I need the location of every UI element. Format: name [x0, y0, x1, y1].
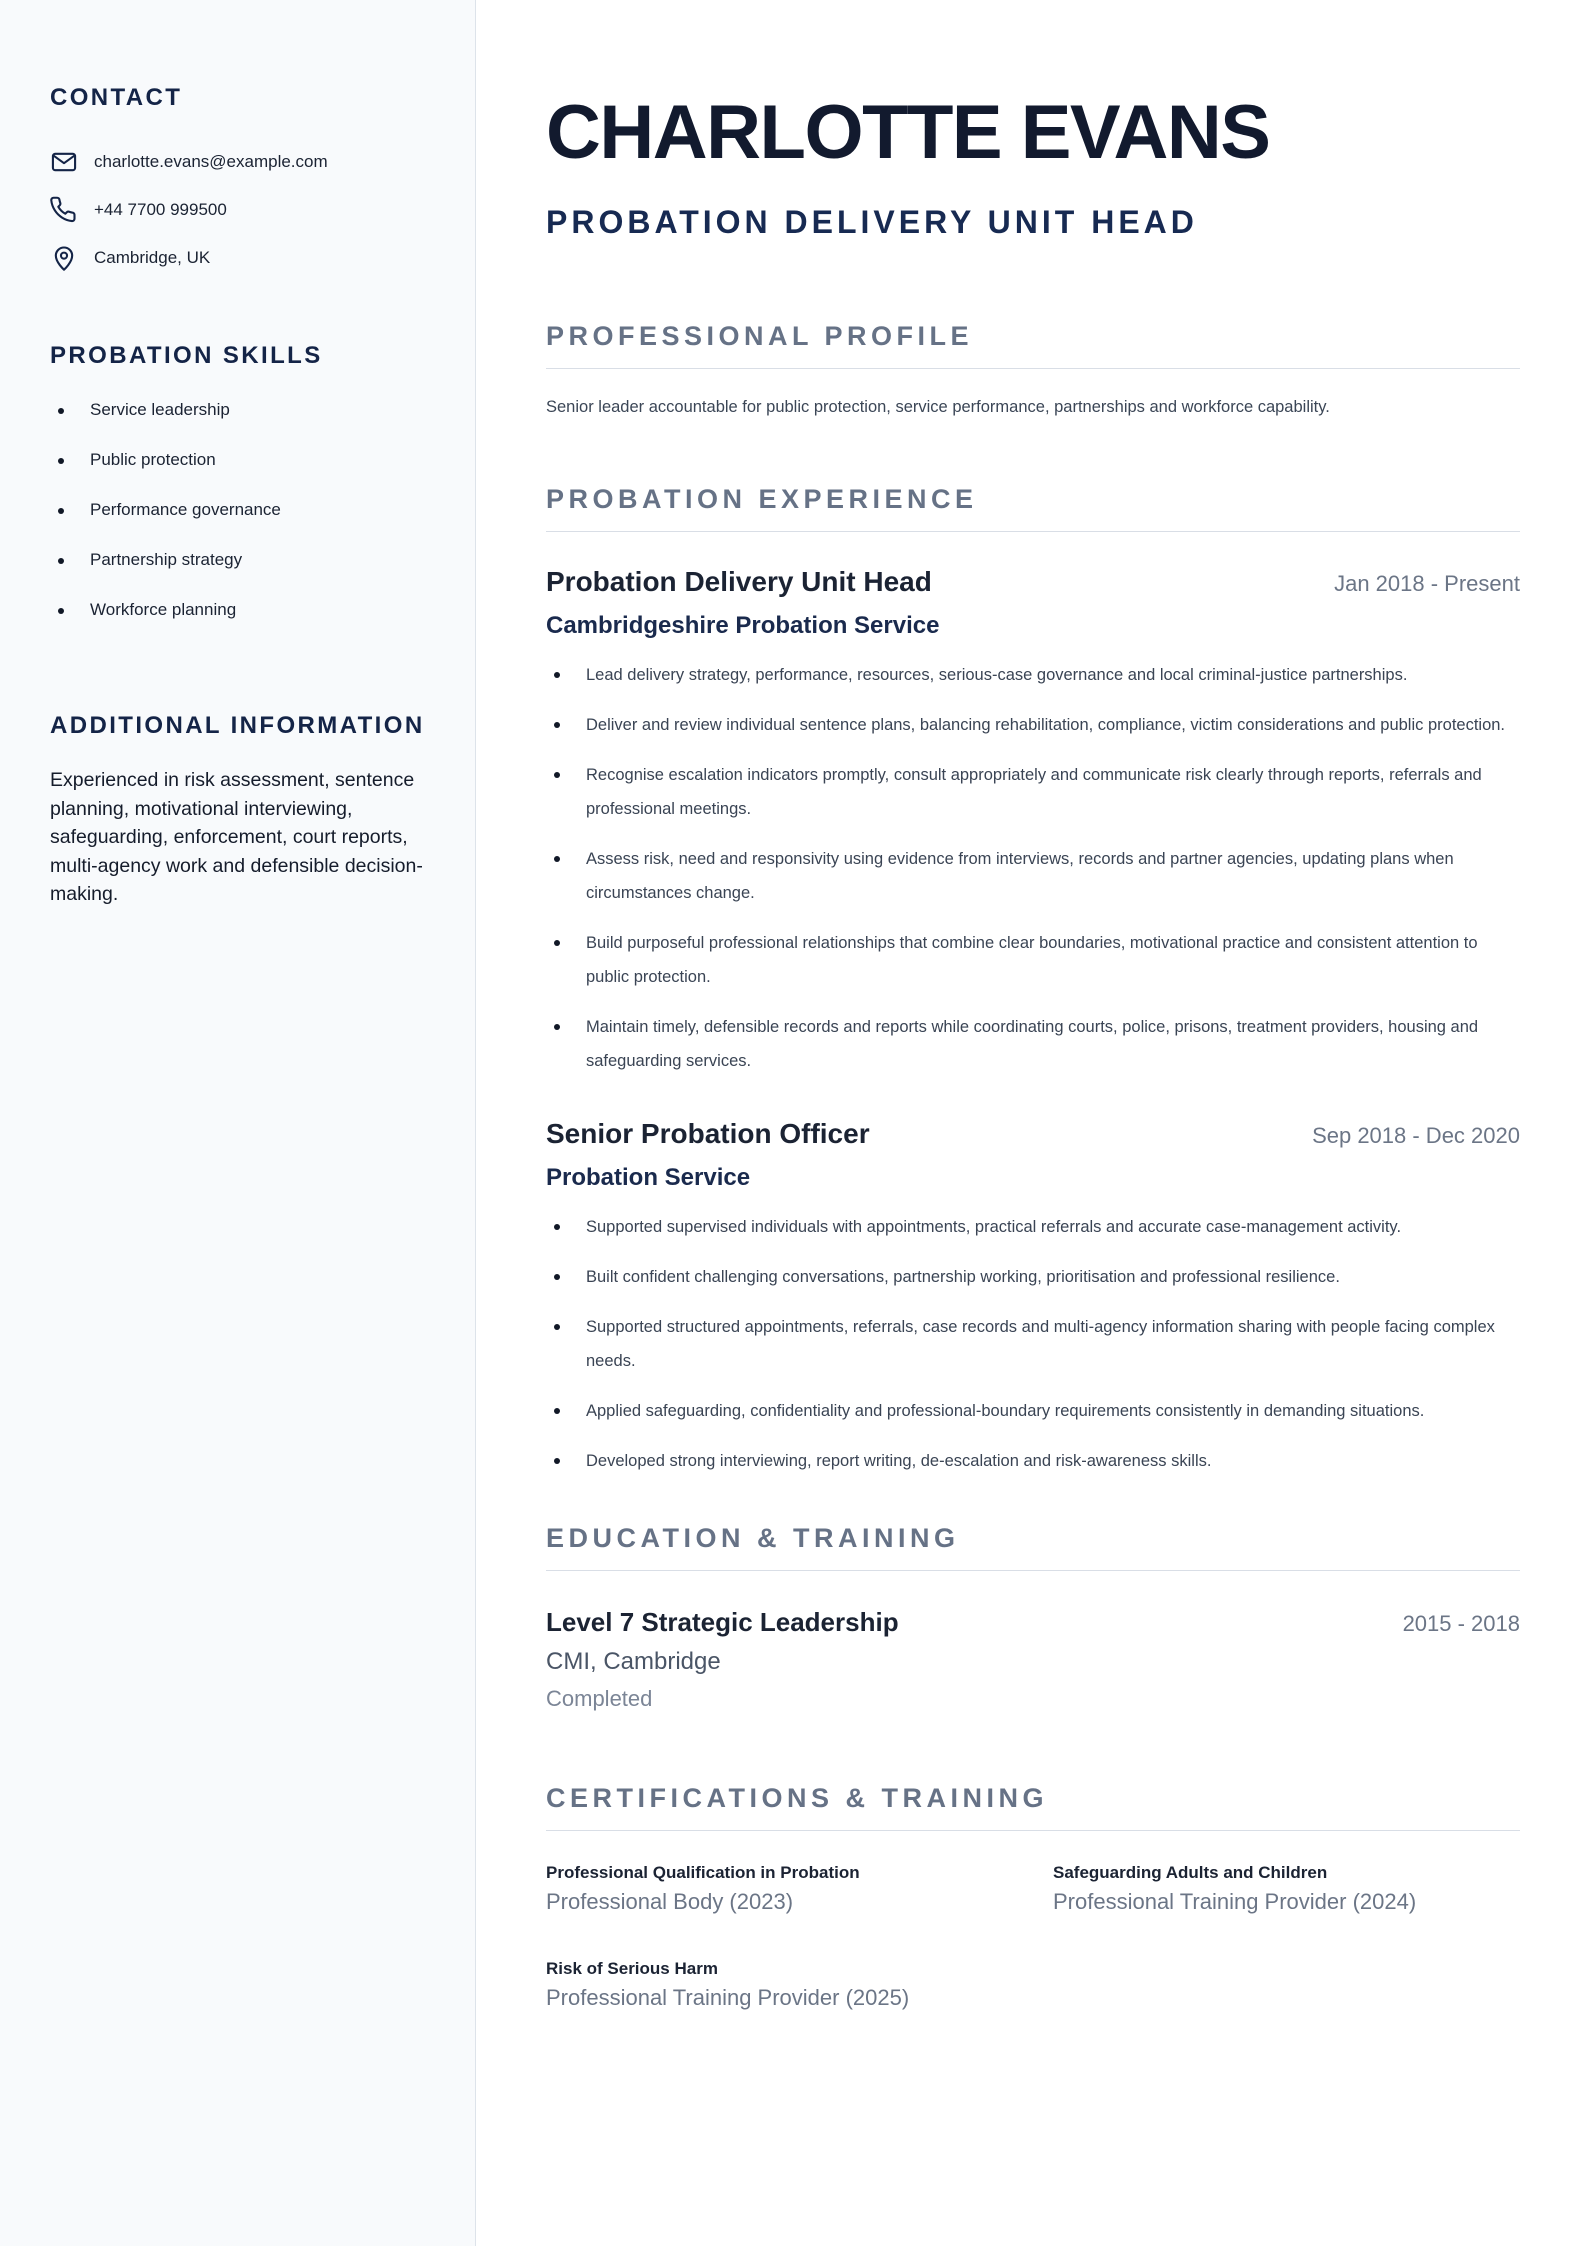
job-bullets	[546, 658, 1520, 1078]
job-bullet: Lead delivery strategy, performance, resources, serious-case governance and local criminal-justice partnerships.	[546, 658, 1520, 692]
education-section	[546, 1522, 1520, 1712]
job-title: Senior Probation Officer	[546, 1118, 870, 1149]
experience-section	[546, 483, 1520, 1478]
education-institution: CMI, Cambridge	[546, 1648, 721, 1675]
certification-entry	[546, 1863, 1013, 1915]
skill-item: Workforce planning	[50, 598, 425, 648]
main-content	[476, 0, 1588, 2246]
mail-icon	[50, 148, 78, 176]
certification-issuer: Professional Training Provider (2025)	[546, 1985, 910, 2010]
contact-phone	[50, 186, 425, 234]
contact-heading: CONTACT	[50, 84, 183, 111]
certifications-heading: CERTIFICATIONS & TRAINING	[546, 1782, 1520, 1831]
certification-name: Professional Qualification in Probation	[546, 1863, 860, 1882]
additional-info-heading: ADDITIONAL INFORMATION	[50, 712, 425, 739]
contact-phone-text: +44 7700 999500	[94, 200, 227, 219]
profile-section	[546, 320, 1520, 419]
certification-entry	[1053, 1863, 1520, 1915]
certification-issuer: Professional Training Provider (2024)	[1053, 1889, 1417, 1914]
skill-item: Performance governance	[50, 498, 425, 548]
job-date: Jan 2018 - Present	[1334, 571, 1520, 596]
job-bullet: Deliver and review individual sentence plans, balancing rehabilitation, compliance, victim considerations and public protection.	[546, 708, 1520, 742]
location-pin-icon	[50, 244, 78, 272]
education-date: 2015 - 2018	[1402, 1611, 1520, 1636]
candidate-name: CHARLOTTE EVANS	[546, 90, 1270, 175]
education-heading: EDUCATION & TRAINING	[546, 1522, 1520, 1571]
profile-summary: Senior leader accountable for public protection, service performance, partnerships and workforce capability.	[546, 398, 1330, 416]
certifications-section	[546, 1782, 1520, 2011]
certification-entry	[546, 1959, 1013, 2011]
job-title: Probation Delivery Unit Head	[546, 566, 932, 597]
job-bullet: Recognise escalation indicators promptly, consult appropriately and communicate risk clearly through reports, referrals and professional meetings.	[546, 758, 1520, 826]
education-entry	[546, 1607, 1520, 1712]
certification-name: Safeguarding Adults and Children	[1053, 1863, 1328, 1882]
job-bullet: Assess risk, need and responsivity using evidence from interviews, records and partner agencies, updating plans when circumstances change.	[546, 842, 1520, 910]
job-bullet: Build purposeful professional relationships that combine clear boundaries, motivational practice and consistent attention to public protection.	[546, 926, 1520, 994]
contact-email	[50, 138, 425, 186]
job-bullet: Applied safeguarding, confidentiality and professional-boundary requirements consistently in demanding situations.	[546, 1394, 1520, 1428]
education-title: Level 7 Strategic Leadership	[546, 1607, 899, 1637]
experience-heading: PROBATION EXPERIENCE	[546, 483, 1520, 532]
skills-heading: PROBATION SKILLS	[50, 342, 323, 369]
phone-icon	[50, 196, 78, 224]
additional-info-text: Experienced in risk assessment, sentence planning, motivational interviewing, safeguarding, enforcement, court reports, multi-agency work and defensible decision-making.	[50, 769, 423, 905]
contact-email-text: charlotte.evans@example.com	[94, 152, 328, 171]
job-entry	[546, 1118, 1520, 1478]
certification-issuer: Professional Body (2023)	[546, 1889, 794, 1914]
job-bullet: Built confident challenging conversations, partnership working, prioritisation and professional resilience.	[546, 1260, 1520, 1294]
job-bullets	[546, 1210, 1520, 1478]
education-status: Completed	[546, 1686, 653, 1711]
job-organization: Cambridgeshire Probation Service	[546, 612, 940, 639]
skill-item: Public protection	[50, 448, 425, 498]
skill-item: Partnership strategy	[50, 548, 425, 598]
job-bullet: Maintain timely, defensible records and reports while coordinating courts, police, prisons, treatment providers, housing and safeguarding services.	[546, 1010, 1520, 1078]
job-bullet: Supported supervised individuals with appointments, practical referrals and accurate case-management activity.	[546, 1210, 1520, 1244]
contact-location	[50, 234, 425, 282]
job-date: Sep 2018 - Dec 2020	[1312, 1123, 1520, 1148]
contact-list	[50, 138, 425, 282]
job-bullet: Developed strong interviewing, report writing, de-escalation and risk-awareness skills.	[546, 1444, 1520, 1478]
contact-location-text: Cambridge, UK	[94, 248, 211, 267]
sidebar	[0, 0, 476, 2246]
job-bullet: Supported structured appointments, referrals, case records and multi-agency information sharing with people facing complex needs.	[546, 1310, 1520, 1378]
job-entry	[546, 566, 1520, 1078]
certifications-grid	[546, 1863, 1520, 2011]
skill-item: Service leadership	[50, 398, 425, 448]
certification-name: Risk of Serious Harm	[546, 1959, 718, 1978]
job-organization: Probation Service	[546, 1164, 751, 1191]
skills-list	[50, 398, 425, 648]
profile-heading: PROFESSIONAL PROFILE	[546, 320, 1520, 369]
candidate-role: PROBATION DELIVERY UNIT HEAD	[546, 204, 1198, 240]
